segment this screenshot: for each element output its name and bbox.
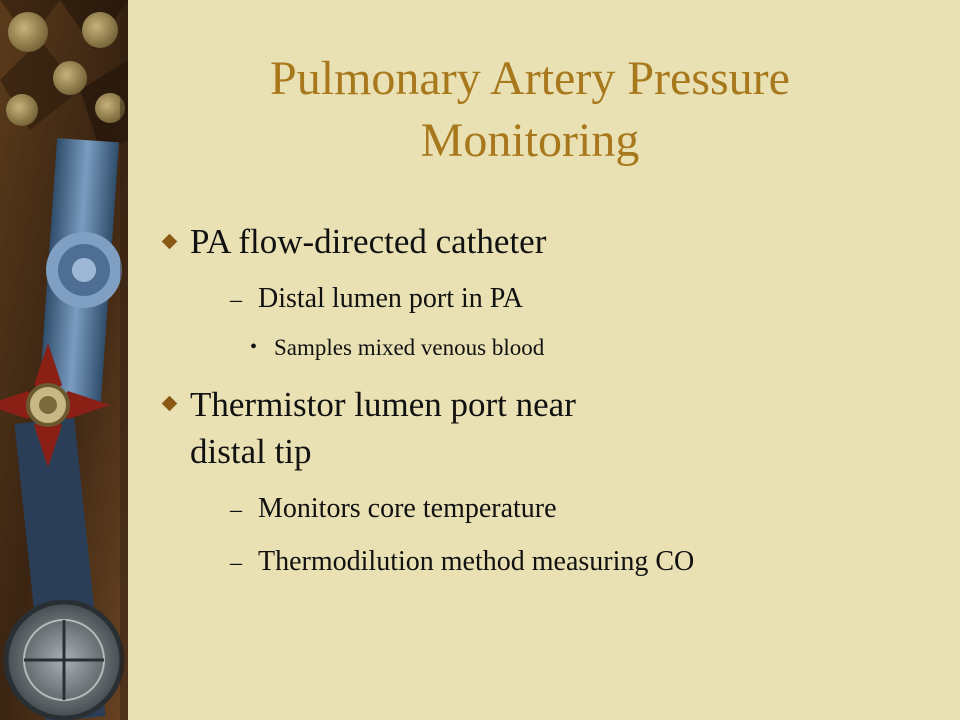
dash-bullet-icon: – xyxy=(230,287,242,313)
bullet-text: Thermodilution method measuring CO xyxy=(258,546,695,577)
bullet-text-continued: distal tip xyxy=(190,432,312,471)
slide-title-line-2: Monitoring xyxy=(420,114,640,167)
bullet-text: Samples mixed venous blood xyxy=(274,335,545,360)
dash-bullet-icon: – xyxy=(230,497,242,523)
bullet-text: PA flow-directed catheter xyxy=(190,222,547,261)
diamond-bullet-icon xyxy=(162,234,178,250)
bullet-text: Thermistor lumen port near xyxy=(190,385,576,424)
slide-title-line-1: Pulmonary Artery Pressure xyxy=(270,52,790,105)
dot-bullet-icon: • xyxy=(250,336,258,358)
bullet-text: Distal lumen port in PA xyxy=(258,283,523,314)
bullet-text: Monitors core temperature xyxy=(258,493,557,524)
diamond-bullet-icon xyxy=(162,396,178,412)
dash-bullet-icon: – xyxy=(230,550,242,576)
